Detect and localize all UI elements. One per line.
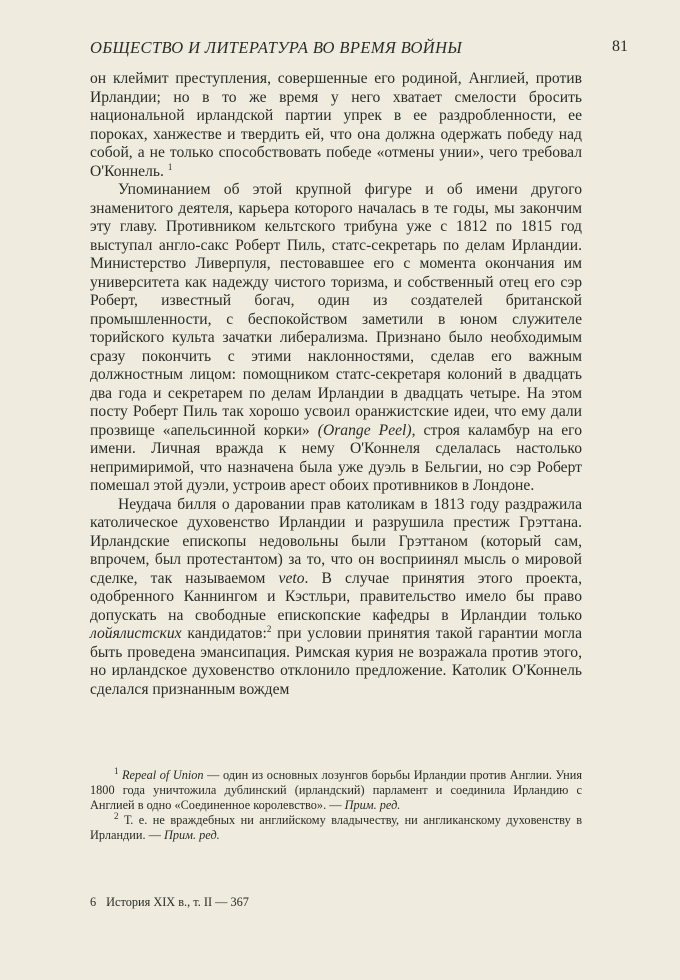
- footnotes: [90, 765, 582, 843]
- footnote-1-term: Repeal of Union: [122, 768, 204, 782]
- paragraph-1-text: он клеймит преступления, совершенные его родиной, Англией, против Ирландии; но в то же время у него хватает смелости бросить национальной ирландской партии упрек в ее раздробленности, ее пороках, ханжестве и твердить ей, что она должна одержать победу над собой, а не только способствовать победе «отмены унии», чего требовал О'Коннель.: [90, 70, 582, 180]
- veto-term: veto: [278, 569, 305, 587]
- footnote-ref-2: 2: [266, 623, 272, 634]
- signature-text: История XIX в., т. II — 367: [106, 895, 249, 909]
- page-number: 81: [612, 38, 628, 55]
- footnote-1-note: Прим. ред.: [344, 798, 401, 812]
- footnote-2: [90, 810, 582, 843]
- paragraph-3-text-a: Неудача билля о даровании прав католикам в 1813 году раздражила католическое духовенство Ирландии и разрушила престиж Грэттана. Ирландские епископы недовольны были Грэттаном (который сам, впрочем, был протестантом) за то, что он восприинял мысль о мировой сделке, так называемом: [90, 495, 582, 587]
- running-title: ОБЩЕСТВО И ЛИТЕРАТУРА ВО ВРЕМЯ ВОЙНЫ: [90, 38, 463, 57]
- footnote-2-note: Прим. ред.: [163, 828, 220, 842]
- footnote-1-text: — один из основных лозунгов борьбы Ирландии против Англии. Уния 1800 года уничтожила дублинский (ирландский) парламент и соединила Ирландию с Англией в одно «Соединенное королевство». —: [90, 768, 582, 812]
- page-header: [90, 38, 628, 62]
- paragraph-2-text-b: , строя каламбур на его имени. Личная вражда к нему О'Коннеля сделалась настолько непримиримой, что назначена была уже дуэль в Бельгии, но сэр Роберт помешал этой дуэли, устроив арест обоих противников в Лондоне.: [90, 421, 582, 494]
- orange-peel-term: (Orange Peel): [317, 421, 412, 439]
- signature-number: 6: [90, 895, 97, 909]
- loyalist-term: лойялистских: [90, 625, 182, 642]
- paragraph-3-text-c: кандидатов:: [187, 625, 267, 642]
- footnote-2-number: 2: [114, 810, 119, 821]
- paragraph-3-text-d: при условии принятия такой гарантии могла быть проведена эмансипация. Римская курия не возражала против этого, но ирландское духовенство отклонило предложение. Католик О'Коннель сделался признанным вождем: [90, 625, 583, 698]
- footnote-ref-1: 1: [167, 161, 173, 172]
- paragraph-3: [90, 496, 582, 700]
- paragraph-3-text-b: . В случае принятия этого проекта, одобренного Каннингом и Кэстльри, правительство имело бы право допускать на свободные епископские кафедры в Ирландии только: [90, 569, 582, 624]
- paragraph-2-text-a: Упоминанием об этой крупной фигуре и об имени другого знаменитого деятеля, карьера которого началась в те годы, мы закончим эту главу. Противником кельтского трибуна уже с 1812 по 1815 год выступал англо-сакс Роберт Пиль, статс-секретарь по делам Ирландии. Министерство Ливерпуля, пестовавшее его с момента окончания им университета как надежду чистого торизма, и собственный отец его сэр Роберт, известный богач, один из создателей британской промышленности, с беспокойством заметили в юном служителе торийского культа зачатки либерализма. Признано было необходимым сразу покончить с этими наклонностями, сделав его важным должностным лицом: помощником статс-секретаря колоний в двадцать два года и секретарем по делам Ирландии в двадцать четыре. На этом посту Роберт Пиль так хорошо усвоил оранжистские идеи, что ему дали прозвище «апельсинной корки»: [90, 181, 582, 439]
- printer-signature: [90, 895, 249, 910]
- paragraph-2: [90, 181, 582, 496]
- paragraph-1: [90, 70, 582, 181]
- footnote-1: [90, 765, 582, 813]
- main-text: [90, 70, 582, 699]
- footnote-2-text: Т. е. не враждебных ни английскому владычеству, ни англиканскому духовенству в Ирландии. —: [90, 813, 582, 842]
- footnote-1-number: 1: [114, 765, 119, 776]
